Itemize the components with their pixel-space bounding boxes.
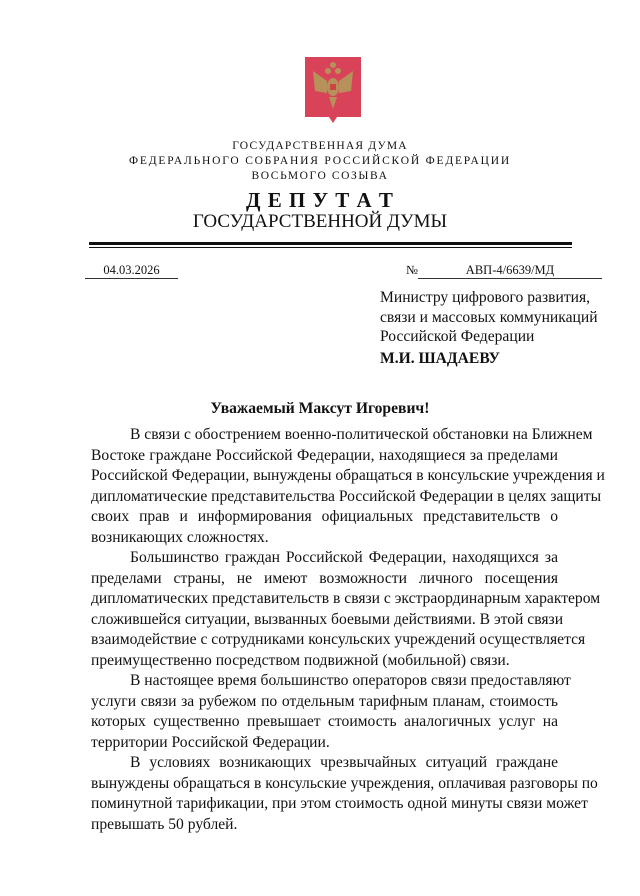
convocation: ВОСЬМОГО СОЗЫВА [251, 170, 389, 182]
body-line: своих прав и информирования официальных представительств о [91, 508, 558, 525]
coat-of-arms-emblem [305, 57, 361, 123]
body-line: пределами страны, не имеют возможности личного посещения [91, 569, 558, 587]
letter-date: 04.03.2026 [85, 263, 178, 279]
body-line: дипломатические представительства Российской Федерации в целях защиты [91, 487, 602, 505]
body-line: Большинство граждан Российской Федерации, находящихся за [130, 549, 558, 566]
body-line: которых существенно превышает стоимость аналогичных услуг на [91, 713, 558, 730]
body-line: дипломатических представительств в связи с экстраординарным характером [91, 590, 601, 607]
body-line: Востоке граждане Российской Федерации, находящиеся за пределами [91, 446, 558, 464]
greeting: Уважаемый Максут Игоревич! [210, 400, 430, 417]
body-line: В связи с обострением военно-политической обстановки на Ближнем [130, 426, 593, 443]
header-rule-thick [89, 242, 572, 245]
body-line: услуги связи за рубежом по отдельным тарифным планам, стоимость [91, 692, 558, 710]
body-line: возникающих сложностях. [91, 528, 269, 546]
body-line: территории Российской Федерации. [91, 733, 330, 751]
body-line: поминутной тарификации, при этом стоимость одной минуты связи может [91, 795, 588, 812]
header-rule-thin [89, 247, 572, 248]
duma-subtitle: ГОСУДАРСТВЕННОЙ ДУМЫ [192, 211, 448, 232]
body-line: вынуждены обращаться в консульские учреждения, оплачивая разговоры по [91, 774, 598, 792]
body-line: превышать 50 рублей. [91, 815, 238, 833]
addressee-line1: Министру цифрового развития, [380, 289, 591, 306]
org-name-line2: ФЕДЕРАЛЬНОГО СОБРАНИЯ РОССИЙСКОЙ ФЕДЕРАЦИИ [129, 155, 511, 167]
letter-number: АВП-4/6639/МД [418, 263, 602, 279]
deputy-title: Д Е П У Т А Т [246, 188, 394, 212]
addressee-name: М.И. ШАДАЕВУ [380, 349, 500, 367]
body-line: В настоящее время большинство операторов связи предоставляют [130, 672, 571, 689]
addressee-line3: Российской Федерации [380, 328, 535, 345]
body-line: В условиях возникающих чрезвычайных ситуаций граждане [130, 754, 558, 771]
body-line: сложившейся ситуации, вызванных боевыми действиями. В этой связи [91, 610, 564, 628]
body-line: преимущественно посредством подвижной (мобильной) связи. [91, 651, 510, 669]
addressee-line2: связи и массовых коммуникаций [380, 308, 598, 326]
addressee-block [380, 288, 598, 368]
org-name-line1: ГОСУДАРСТВЕННАЯ ДУМА [232, 140, 408, 152]
body-line: Российской Федерации, вынуждены обращаться в консульские учреждения и [91, 467, 605, 484]
body-line: взаимодействие с сотрудниками консульских учреждений осуществляется [91, 631, 586, 648]
number-label: № [406, 263, 418, 277]
